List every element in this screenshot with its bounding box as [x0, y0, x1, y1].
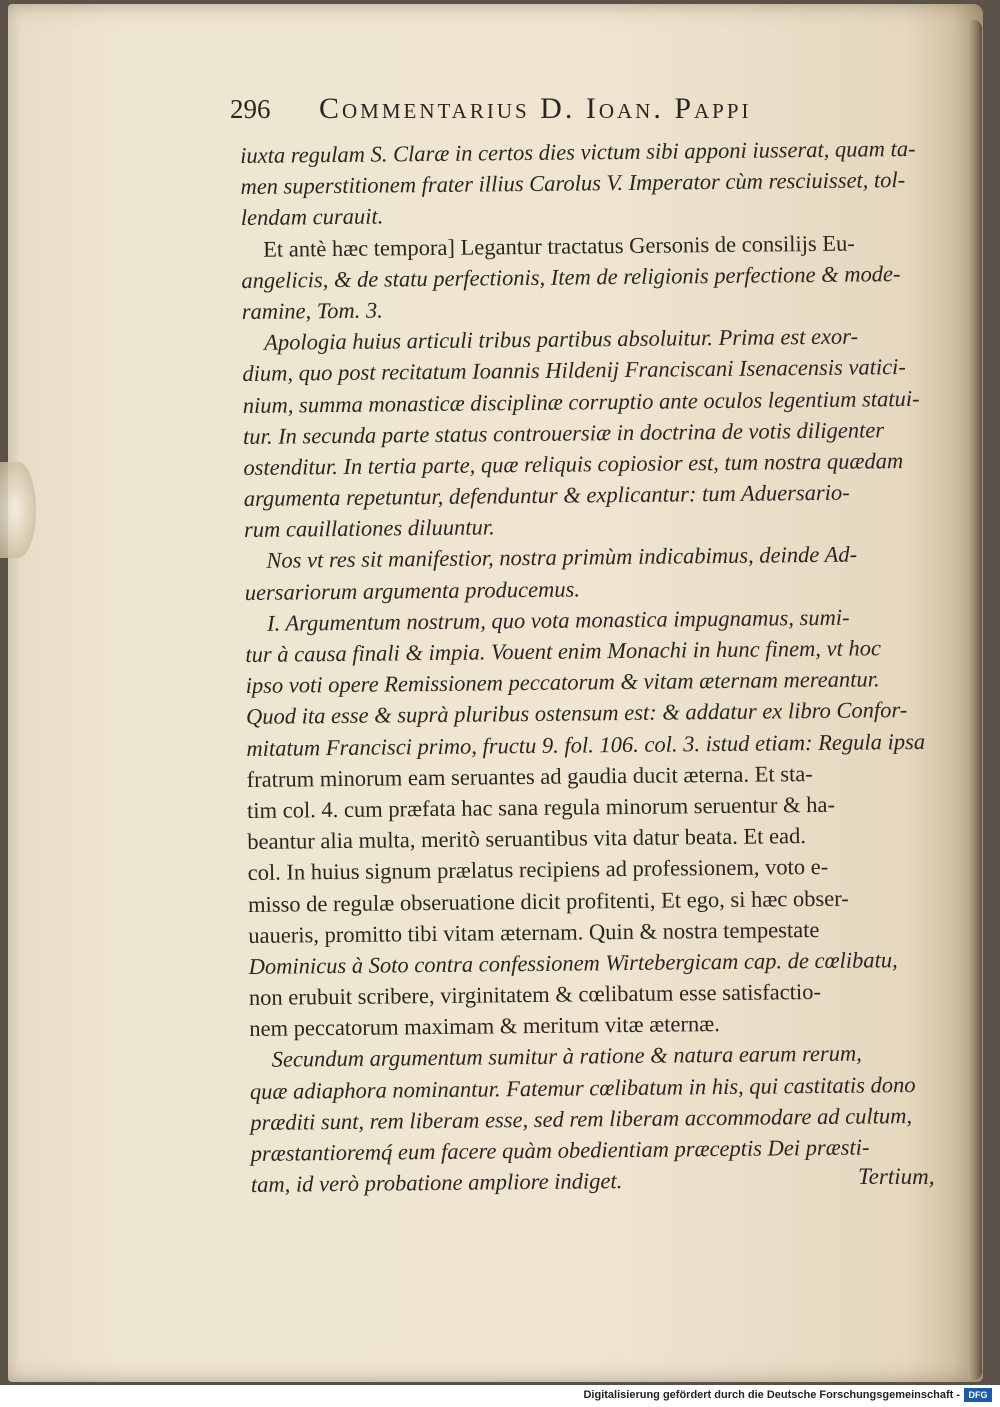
text-line: misso de regulæ obseruatione dicit profitenti, Et ego, si hæc obser-	[247, 885, 849, 917]
dfg-logo: DFG	[964, 1388, 992, 1402]
text-line: iuxta regulam S. Claræ in certos dies victum sibi apponi iusserat, quam ta-	[240, 135, 916, 168]
text-line: Et antè hæc tempora] Legantur tractatus Gersonis de consilijs Eu-	[263, 230, 855, 262]
text-line: uaueris, promitto tibi vitam æternam. Quin & nostra tempestate	[248, 916, 820, 948]
text-line: Apologia huius articuli tribus partibus absoluitur. Prima est exor-	[263, 323, 859, 355]
paper-damage	[0, 462, 36, 558]
text-line: non erubuit scribere, virginitatem & cœlibatum esse satisfactio-	[248, 979, 822, 1011]
text-line: argumenta repetuntur, defenduntur & explicantur: tum Aduersario-	[243, 479, 850, 512]
text-line: præstantioremq́ eum facere quàm obedientiam præceptis Dei præsti-	[250, 1134, 870, 1166]
text-line: fratrum minorum eam seruantes ad gaudia ducit æterna. Et sta-	[246, 760, 813, 792]
text-line: beantur alia multa, meritò seruantibus vita datur beata. Et ead.	[247, 823, 806, 855]
text-line: men superstitionem frater illius Carolus V. Imperator cùm resciuisset, tol-	[240, 167, 906, 200]
text-line: Nos vt res sit manifestior, nostra primùm indicabimus, deinde Ad-	[266, 541, 858, 574]
footer-bar	[0, 1385, 1000, 1407]
text-line: ipso voti opere Remissionem peccatorum & vitam æternam mereantur.	[245, 666, 880, 699]
page-number: 296	[230, 94, 271, 124]
body-text	[240, 132, 971, 1200]
text-line: col. In huius signum prælatus recipiens ad professionem, voto e-	[247, 854, 829, 886]
text-line: tim col. 4. cum præfata hac sana regula minorum seruentur & ha-	[246, 791, 836, 823]
text-line: I. Argumentum nostrum, quo vota monastica impugnamus, sumi-	[266, 604, 850, 636]
footer-credit: Digitalisierung gefördert durch die Deutsche Forschungsgemeinschaft -	[583, 1389, 960, 1401]
text-line: Dominicus à Soto contra confessionem Wirtebergicam cap. de cœlibatu,	[248, 947, 898, 979]
catchword: Tertium,	[858, 1164, 935, 1189]
text-line: nem peccatorum maximam & meritum vitæ æternæ.	[249, 1011, 720, 1042]
text-line: angelicis, & de statu perfectionis, Item de religionis perfectione & mode-	[241, 260, 901, 293]
text-line: præditi sunt, rem liberam esse, sed rem liberam accommodare ad cultum,	[250, 1102, 913, 1135]
text-line: mitatum Francisci primo, fructu 9. fol. 106. col. 3. istud etiam: Regula ipsa	[246, 728, 926, 761]
text-line: tur. In secunda parte status controuersiæ in doctrina de votis diligenter	[242, 416, 885, 449]
text-line: uersariorum argumenta producemus.	[244, 576, 581, 605]
text-line: ostenditur. In tertia parte, quæ reliquis copiosior est, tum nostra quædam	[243, 447, 904, 480]
text-line: nium, summa monasticæ disciplinæ corruptio ante oculos legentium statui-	[242, 385, 920, 418]
text-line: lendam curauit.	[240, 203, 384, 231]
text-line: tam, id verò probatione ampliore indiget.	[250, 1168, 623, 1198]
text-line: quæ adiaphora nominantur. Fatemur cœlibatum in his, qui castitatis dono	[249, 1071, 916, 1104]
text-line: dium, quo post recitatum Ioannis Hildenij Franciscani Isenacensis vatici-	[242, 354, 906, 387]
text-line: ramine, Tom. 3.	[241, 297, 383, 324]
running-head	[230, 92, 950, 136]
text-line: tur à causa finali & impia. Vouent enim Monachi in hunc finem, vt hoc	[245, 635, 882, 667]
running-title: Commentarius D. Ioan. Pappi	[319, 92, 752, 125]
text-line: rum cauillationes diluuntur.	[243, 514, 495, 543]
text-line: Quod ita esse & suprà pluribus ostensum est: & addatur ex libro Confor-	[245, 697, 908, 730]
text-line: Secundum argumentum sumitur à ratione & natura earum rerum,	[271, 1040, 862, 1073]
